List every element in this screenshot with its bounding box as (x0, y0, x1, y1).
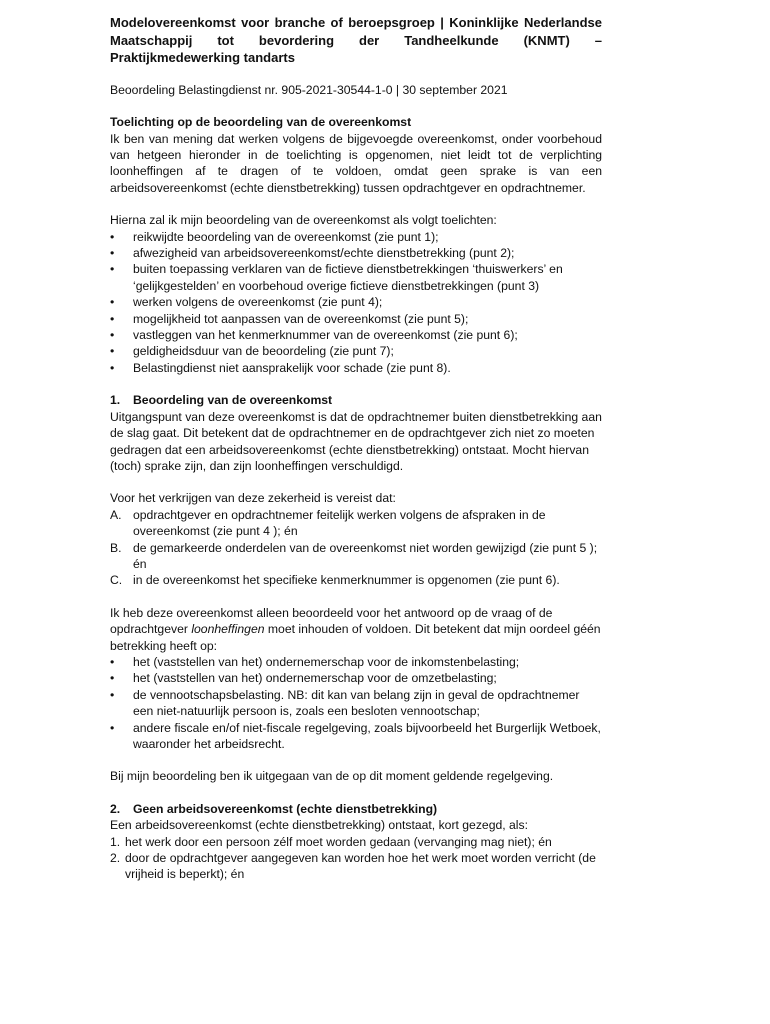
criteria-item: 1. het werk door een persoon zélf moet worden gedaan (vervanging mag niet); én (110, 834, 552, 849)
overview-list (110, 229, 602, 377)
bullet-icon: • (110, 295, 115, 310)
scope-paragraph: Ik heb deze overeenkomst alleen beoordeeld voor het antwoord op de vraag of de opdrachtgever loonheffingen moet inhouden of voldoen. Dit betekent dat mijn oordeel géén betrekking heeft op: (110, 605, 601, 653)
criteria-item: 2. door de opdrachtgever aangegeven kan worden hoe het werk moet worden verricht (de vrijheid is beperkt); én (110, 851, 596, 882)
conditions-list (110, 507, 602, 589)
bullet-icon: • (110, 344, 115, 359)
section-1-paragraph: Uitgangspunt van deze overeenkomst is dat de opdrachtnemer buiten dienstbetrekking aan de slag gaat. Dit betekent dat de opdrachtnemer en de opdrachtgever zich niet zo moeten gedragen dat een arbeidsovereenkomst (echte dienstbetrekking) ontstaat. Mocht hiervan (toch) sprake zijn, dan zijn loonheffingen verschuldigd. (110, 409, 602, 473)
list-item: • het (vaststellen van het) ondernemerschap voor de inkomstenbelasting; (110, 654, 520, 669)
list-item: • reikwijdte beoordeling van de overeenkomst (zie punt 1); (110, 229, 439, 244)
list-item: • de vennootschapsbelasting. NB: dit kan van belang zijn in geval de opdrachtnemer een niet-natuurlijk persoon is, zoals een besloten vennootschap; (110, 687, 580, 719)
criteria-list (110, 834, 602, 883)
list-item: • Belastingdienst niet aansprakelijk voor schade (zie punt 8). (110, 360, 451, 375)
condition-item: B. de gemarkeerde onderdelen van de overeenkomst niet worden gewijzigd (zie punt 5 ); én (110, 540, 598, 571)
bullet-icon: • (110, 311, 115, 326)
list-item: • afwezigheid van arbeidsovereenkomst/echte dienstbetrekking (punt 2); (110, 246, 515, 261)
condition-item: C. in de overeenkomst het specifieke kenmerknummer is opgenomen (zie punt 6). (110, 573, 560, 588)
list-item: • het (vaststellen van het) ondernemerschap voor de omzetbelasting; (110, 671, 497, 686)
list-item: • buiten toepassing verklaren van de fictieve dienstbetrekkingen ‘thuiswerkers’ en ‘gelijkgestelden’ en voorbehoud overige fictieve dienstbetrekkingen (punt 3) (110, 262, 563, 293)
list-item: • andere fiscale en/of niet-fiscale regelgeving, zoals bijvoorbeeld het Burgerlijk Wetboek, waaronder het arbeidsrecht. (110, 720, 601, 751)
section-2-heading: 2. Geen arbeidsovereenkomst (echte dienstbetrekking) (110, 801, 438, 816)
section-1-heading: 1. Beoordeling van de overeenkomst (110, 393, 333, 408)
document-page (110, 14, 602, 883)
list-item: • mogelijkheid tot aanpassen van de overeenkomst (zie punt 5); (110, 311, 469, 326)
bullet-icon: • (110, 687, 115, 702)
list-item: • geldigheidsduur van de beoordeling (zie punt 7); (110, 344, 394, 359)
condition-item: A. opdrachtgever en opdrachtnemer feitelijk werken volgens de afspraken in de overeenkomst (zie punt 4 ); én (110, 507, 546, 539)
list-item: • werken volgens de overeenkomst (zie punt 4); (110, 295, 383, 310)
bullet-icon: • (110, 229, 115, 244)
intro-paragraph: Ik ben van mening dat werken volgens de bijgevoegde overeenkomst, onder voorbehoud van hetgeen hieronder in de toelichting is opgenomen, niet leidt tot de verplichting loonheffingen af te dragen of te voldoen, omdat geen sprake is van een arbeidsovereenkomst (echte dienstbetrekking) tussen opdrachtgever en opdrachtnemer. (110, 131, 602, 195)
bullet-icon: • (110, 654, 115, 669)
list-intro: Hierna zal ik mijn beoordeling van de overeenkomst als volgt toelichten: (110, 213, 497, 228)
section-1-closing: Bij mijn beoordeling ben ik uitgegaan van de op dit moment geldende regelgeving. (110, 769, 554, 784)
list-item: • vastleggen van het kenmerknummer van de overeenkomst (zie punt 6); (110, 328, 518, 343)
bullet-icon: • (110, 671, 115, 686)
bullet-icon: • (110, 262, 115, 277)
document-title: Modelovereenkomst voor branche of beroepsgroep | Koninklijke Nederlandse Maatschappij tot bevordering der Tandheelkunde (KNMT) – Praktijkmedewerking tandarts (110, 15, 602, 66)
bullet-icon: • (110, 328, 115, 343)
section-2-intro: Een arbeidsovereenkomst (echte dienstbetrekking) ontstaat, kort gezegd, als: (110, 818, 528, 833)
bullet-icon: • (110, 720, 115, 735)
conditions-intro: Voor het verkrijgen van deze zekerheid is vereist dat: (110, 491, 396, 506)
bullet-icon: • (110, 246, 115, 261)
intro-heading: Toelichting op de beoordeling van de overeenkomst (110, 115, 412, 130)
bullet-icon: • (110, 360, 115, 375)
document-reference: Beoordeling Belastingdienst nr. 905-2021-30544-1-0 | 30 september 2021 (110, 82, 508, 97)
exclusions-list (110, 654, 602, 752)
